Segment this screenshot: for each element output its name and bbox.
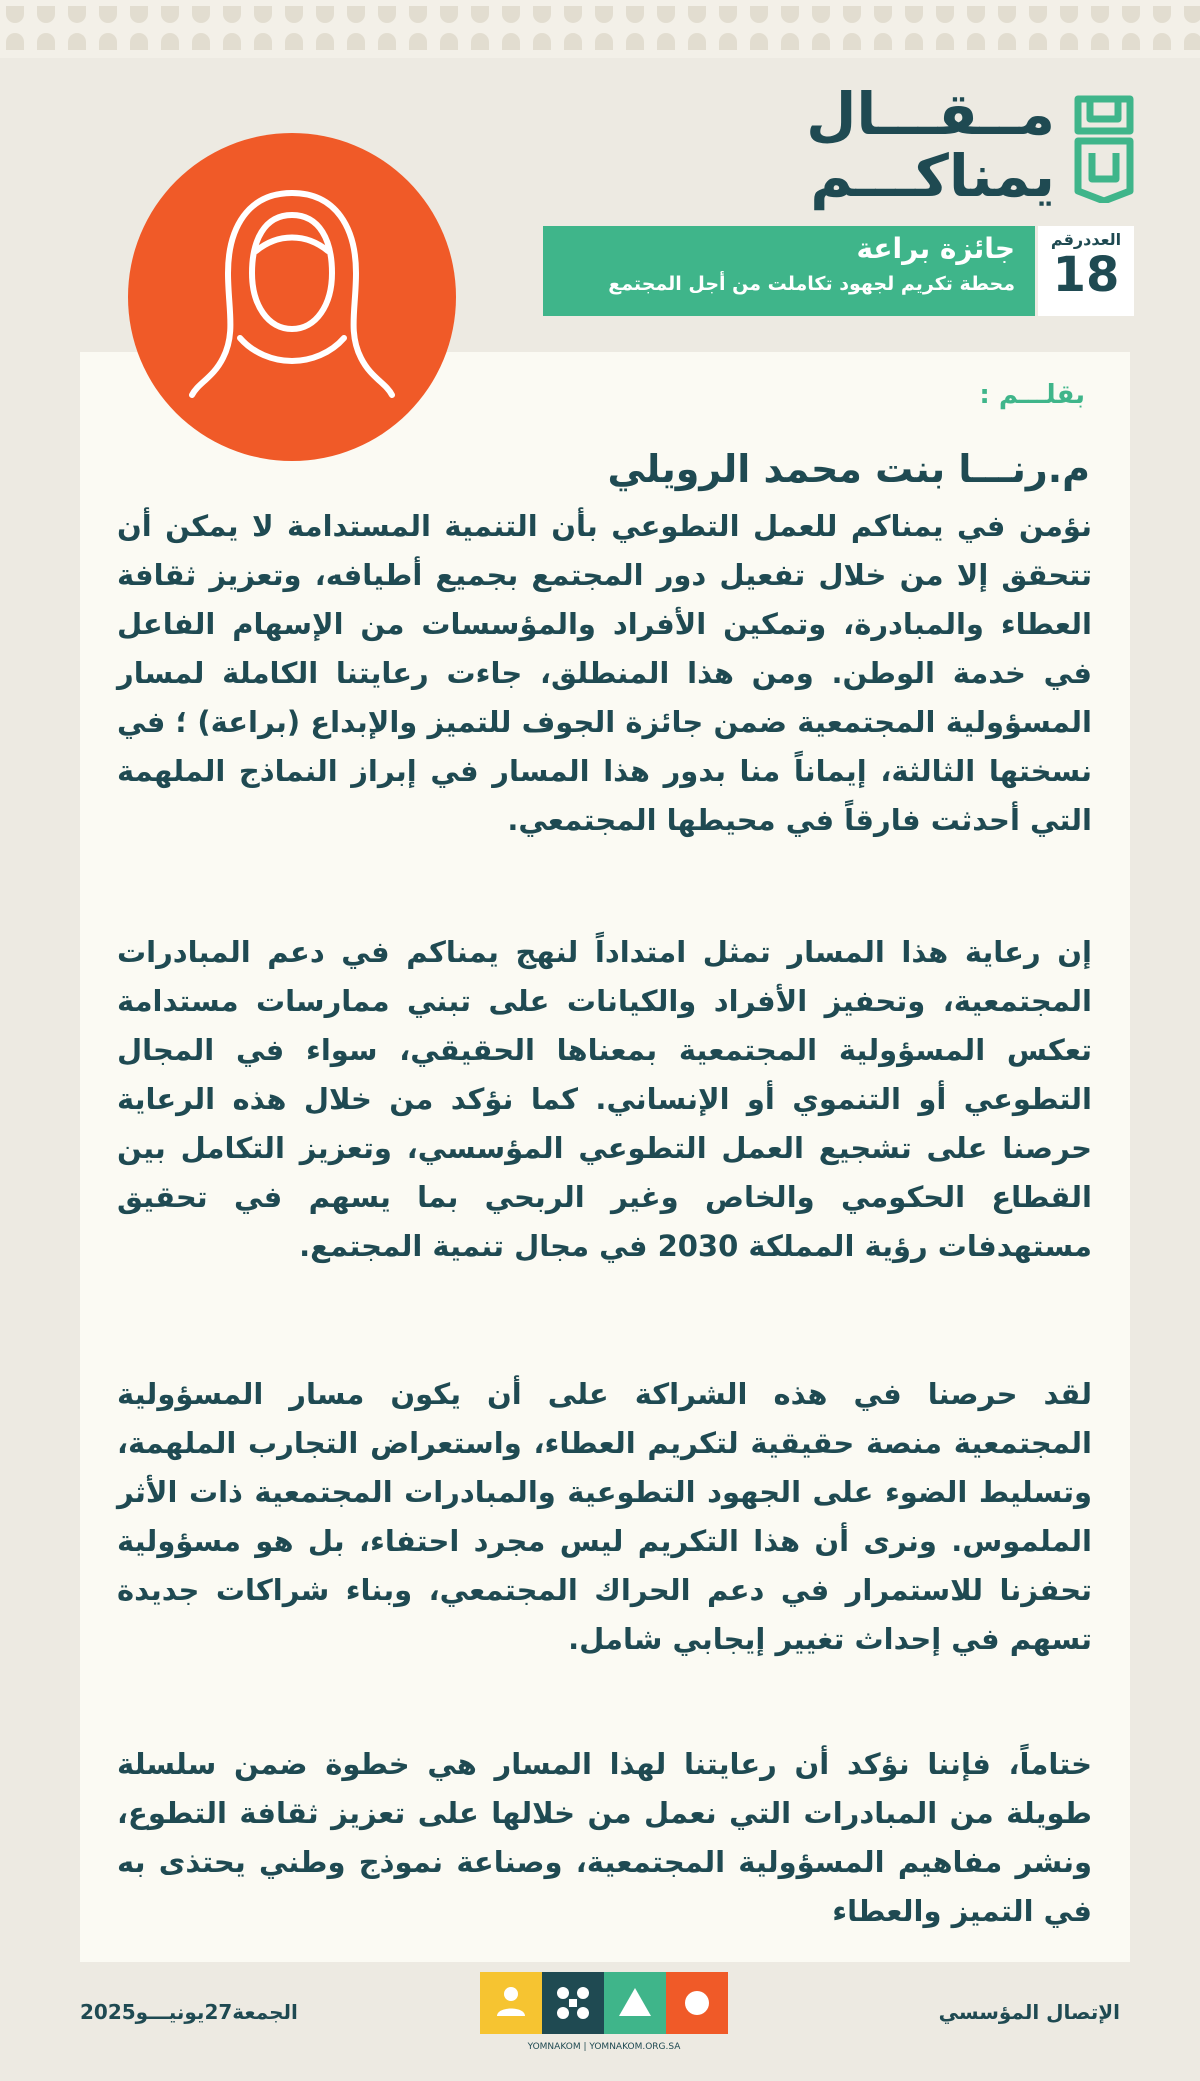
person-icon [480, 1972, 542, 2034]
byline-label: بقلـــم : [979, 380, 1085, 410]
logo-wordmark [806, 80, 1055, 210]
footer-date: الجمعة27يونيـــو2025 [80, 2000, 298, 2024]
author-name: م.رنـــا بنت محمد الرويلي [607, 447, 1090, 491]
star-flower-icon [542, 1972, 604, 2034]
brand-logo [650, 80, 1150, 210]
article-paragraph-3: لقد حرصنا في هذه الشراكة على أن يكون مسار المسؤولية المجتمعية منصة حقيقية لتكريم العطاء، واستعراض التجارب الملهمة، وتسليط الضوء على الجهود التطوعية والمبادرات المجتمعية ذات الأثر الملموس. ونرى أن هذا التكريم ليس مجرد احتفاء، بل هو مسؤولية تحفزنا للاستمرار في دعم الحراك المجتمعي، وبناء شراكات جديدة تسهم في إحداث تغيير إيجابي شامل. [117, 1377, 1092, 1656]
award-title: جائزة براعة [856, 232, 1015, 265]
article-paragraph-1: نؤمن في يمناكم للعمل التطوعي بأن التنمية المستدامة لا يمكن أن تتحقق إلا من خلال تفعيل دور المجتمع بجميع أطيافه، وتعزيز ثقافة العطاء والمبادرة، وتمكين الأفراد والمؤسسات من الإسهام الفاعل في خدمة الوطن. ومن هذا المنطلق، جاءت رعايتنا الكاملة لمسار المسؤولية المجتمعية ضمن جائزة الجوف للتميز والإبداع (براعة) ؛ في نسختها الثالثة، إيماناً منا بدور هذا المسار في إبراز النماذج الملهمة التي أحدثت فارقاً في محيطها المجتمعي. [117, 509, 1092, 837]
logo-line-2: يمناكـــم [810, 142, 1055, 210]
issue-number-box [1038, 226, 1134, 316]
footer [0, 1962, 1200, 2081]
hijab-woman-icon [128, 133, 456, 461]
issue-label: العددرقم [1050, 230, 1122, 249]
article-paragraph-2: إن رعاية هذا المسار تمثل امتداداً لنهج يمناكم في دعم المبادرات المجتمعية، وتحفيز الأفراد والكيانات على تبني ممارسات مستدامة تعكس المسؤولية المجتمعية بمعناها الحقيقي، سواء في المجال التطوعي أو التنموي أو الإنساني. كما نؤكد من خلال هذه الرعاية حرصنا على تشجيع العمل التطوعي المؤسسي، وتعزيز التكامل بين القطاع الحكومي والخاص وغير الربحي بما يسهم في تحقيق مستهدفات رؤية المملكة 2030 في مجال تنمية المجتمع. [117, 935, 1092, 1263]
footer-department: الإتصال المؤسسي [938, 2000, 1120, 2024]
author-avatar [128, 133, 456, 461]
article-card [80, 352, 1130, 1962]
footer-url: YOMNAKOM | YOMNAKOM.ORG.SA [527, 2042, 681, 2052]
circle-icon [666, 1972, 728, 2034]
footer-logo-tiles [480, 1972, 728, 2034]
logo-line-1: مــقـــال [806, 80, 1055, 148]
issue-number: 18 [1052, 247, 1120, 303]
award-subtitle: محطة تكريم لجهود تكاملت من أجل المجتمع [608, 273, 1015, 295]
yomnakom-logo-icon [1068, 91, 1140, 203]
award-banner [543, 226, 1035, 316]
article-paragraph-4: ختاماً، فإننا نؤكد أن رعايتنا لهذا المسار هي خطوة ضمن سلسلة طويلة من المبادرات التي نعمل من خلالها على تعزيز ثقافة التطوع، ونشر مفاهيم المسؤولية المجتمعية، وصناعة نموذج وطني يحتذى به في التميز والعطاء [117, 1747, 1092, 1928]
triangle-icon [604, 1972, 666, 2034]
top-pattern-decoration [0, 0, 1200, 58]
